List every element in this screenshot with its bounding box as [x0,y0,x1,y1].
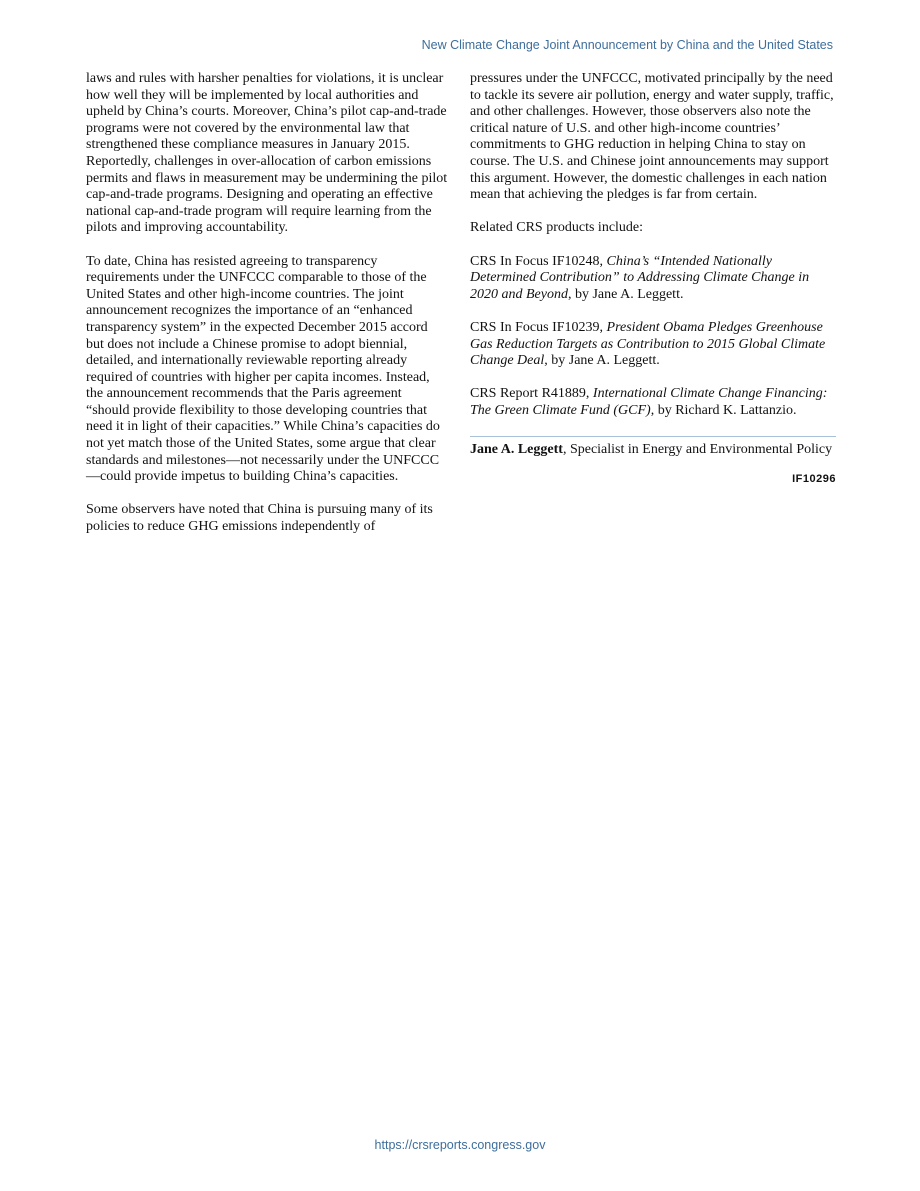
reference-prefix: CRS Report R41889, [470,386,593,402]
reference-suffix: , by Jane A. Leggett. [567,286,684,302]
author-role: , Specialist in Energy and Environmental Policy [562,442,833,458]
related-products-intro: Related CRS products include: [470,220,644,236]
reference-item [470,254,836,304]
author-block [470,442,836,459]
reference-suffix: , by Jane A. Leggett. [544,353,660,369]
body-paragraph: To date, China has resisted agreeing to transparency requirements under the UNFCCC comparable to those of the United States and other high-income countries. The joint announcement recognizes the importance of an “enhanced transparency system” in the expected December 2015 accord but does not include a Chinese promise to adopt biennial, detailed, and internationally reviewable reporting already required of countries with higher per capita incomes. Instead, the announcement recommends that the Paris agreement “should provide flexibility to those developing countries that need it in light of their capacities.” While China’s capacities do not yet match those of the United States, some argue that clear standards and milestones—not necessarily under the UNFCCC—could provide impetus to building China’s capacities. [86,253,440,485]
footer-url[interactable]: https://crsreports.congress.gov [374,1138,546,1152]
body-paragraph: pressures under the UNFCCC, motivated principally by the need to tackle its severe air pollution, energy and water supply, traffic, and other challenges. However, those observers also note the critical nature of U.S. and other high-income countries’ commitments to GHG reduction in helping China to stay on course. The U.S. and Chinese joint announcements may support this argument. However, the domestic challenges in each nation mean that achieving the pledges is far from certain. [470,71,834,203]
reference-item [470,320,836,370]
author-divider [470,436,836,437]
right-column [470,71,836,487]
running-header-title: New Climate Change Joint Announcement by China and the United States [421,38,833,52]
body-paragraph: Some observers have noted that China is pursuing many of its policies to reduce GHG emissions independently of [86,502,433,535]
body-paragraph: laws and rules with harsher penalties for violations, it is unclear how well they will be implemented by local authorities and upheld by China’s courts. Moreover, China’s pilot cap-and-trade programs were not covered by the environmental law that strengthened these compliance measures in January 2015. Reportedly, challenges in over-allocation of carbon emissions permits and flaws in measurement may be undermining the pilot cap-and-trade programs. Designing and operating an effective national cap-and-trade program will require learning from the pilots and improving accountability. [86,71,448,236]
reference-prefix: CRS In Focus IF10239, [470,319,607,335]
reference-prefix: CRS In Focus IF10248, [470,253,607,269]
reference-item [470,386,836,419]
reference-title: President Obama Pledges Greenhouse Gas Reduction Targets as Contribution to 2015 Global Climate Change Deal [470,319,826,369]
author-name: Jane A. Leggett [470,442,563,458]
reference-title: International Climate Change Financing: The Green Climate Fund (GCF) [470,386,828,418]
reference-title: China’s “Intended Nationally Determined Contribution” to Addressing Climate Change in 2020 and Beyond [470,253,810,302]
left-column [86,71,448,552]
reference-suffix: , by Richard K. Lattanzio. [650,402,797,418]
report-id: IF10296 [792,472,836,485]
